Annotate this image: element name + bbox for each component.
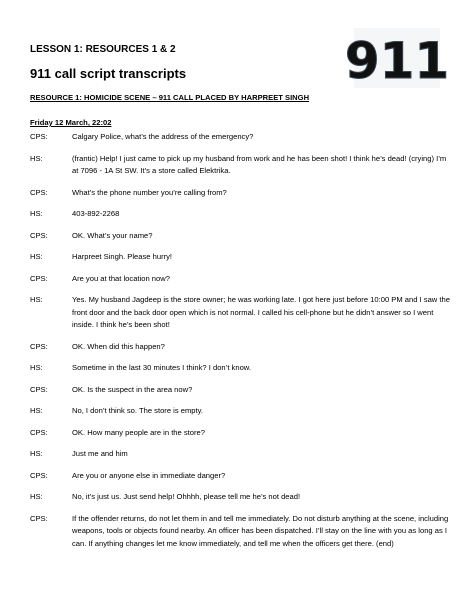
resource-heading: RESOURCE 1: HOMICIDE SCENE – 911 CALL PLACED BY HARPREET SINGH xyxy=(30,93,310,102)
transcript-line xyxy=(30,187,450,200)
transcript-line xyxy=(30,513,450,551)
911-logo-text: 911 xyxy=(344,32,450,90)
transcript-line xyxy=(30,131,450,144)
speaker-label: CPS: xyxy=(30,470,48,480)
dialogue-text: OK. Is the suspect in the area now? xyxy=(72,384,193,394)
transcript-line xyxy=(30,427,450,440)
transcript-line xyxy=(30,341,450,354)
transcript-line xyxy=(30,448,450,461)
transcript-line xyxy=(30,273,450,286)
dialogue-text: What’s the phone number you’re calling from? xyxy=(72,187,227,197)
speaker-label: CPS: xyxy=(30,230,48,240)
speaker-label: HS: xyxy=(30,209,43,218)
transcript-line xyxy=(30,230,450,243)
speaker-label: CPS: xyxy=(30,341,48,351)
speaker-label: CPS: xyxy=(30,273,48,283)
dialogue-text: Yes. My husband Jagdeep is the store owner; he was working late. I got here just before 10:00 PM and I saw the front door and the back door open which is not normal. I called his cell-phone but he didn’t answer so I went inside. I think he’s been shot! xyxy=(72,295,450,329)
dialogue-text: OK. What’s your name? xyxy=(72,230,153,240)
speaker-label: CPS: xyxy=(30,384,48,394)
dialogue-text: OK. When did this happen? xyxy=(72,341,165,351)
dialogue-text: 403-892-2268 xyxy=(72,209,120,218)
dialogue-text: If the offender returns, do not let them in and tell me immediately. Do not disturb anything at the scene, including weapons, tools or objects found nearby. An officer has been dispatched. I’ll stay on the line with you as long as I can. If anything changes let me know immediately, and tell me when the officers get there. (end) xyxy=(72,513,449,548)
transcript-line xyxy=(30,251,450,264)
transcript-line xyxy=(30,470,450,483)
dialogue-text: Calgary Police, what’s the address of the emergency? xyxy=(72,132,254,141)
transcript-line xyxy=(30,491,450,504)
speaker-label: CPS: xyxy=(30,187,48,197)
speaker-label: HS: xyxy=(30,406,43,415)
dialogue-text: Harpreet Singh. Please hurry! xyxy=(72,252,173,261)
dialogue-text: Just me and him xyxy=(72,449,128,458)
speaker-label: CPS: xyxy=(30,132,48,141)
dialogue-text: No, it’s just us. Just send help! Ohhhh, please tell me he’s not dead! xyxy=(72,492,301,501)
speaker-label: HS: xyxy=(30,363,43,372)
dialogue-text: Are you at that location now? xyxy=(72,273,170,283)
speaker-label: HS: xyxy=(30,492,43,501)
911-logo-image xyxy=(344,28,450,90)
transcript-line xyxy=(30,294,450,332)
transcript-line xyxy=(30,362,450,375)
call-date: Friday 12 March, 22:02 xyxy=(30,118,112,127)
speaker-label: HS: xyxy=(30,153,43,163)
document-title: 911 call script transcripts xyxy=(30,66,187,81)
transcript-line xyxy=(30,384,450,397)
speaker-label: HS: xyxy=(30,252,43,261)
speaker-label: CPS: xyxy=(30,513,48,523)
transcript-line xyxy=(30,153,450,178)
dialogue-text: OK. How many people are in the store? xyxy=(72,427,205,437)
speaker-label: HS: xyxy=(30,449,43,458)
dialogue-text: Are you or anyone else in immediate danger? xyxy=(72,470,226,480)
transcript-line xyxy=(30,208,450,221)
dialogue-text: (frantic) Help! I just came to pick up my husband from work and he has been shot! I think he’s dead! (crying) I’m at 7096 - 1A St SW. It’s a store called Elektrika. xyxy=(72,153,447,175)
transcript xyxy=(30,131,450,559)
speaker-label: HS: xyxy=(30,295,43,304)
dialogue-text: Sometime in the last 30 minutes I think? I don’t know. xyxy=(72,363,251,372)
transcript-line xyxy=(30,405,450,418)
dialogue-text: No, I don’t think so. The store is empty. xyxy=(72,406,203,415)
lesson-title: LESSON 1: RESOURCES 1 & 2 xyxy=(30,44,176,55)
speaker-label: CPS: xyxy=(30,427,48,437)
